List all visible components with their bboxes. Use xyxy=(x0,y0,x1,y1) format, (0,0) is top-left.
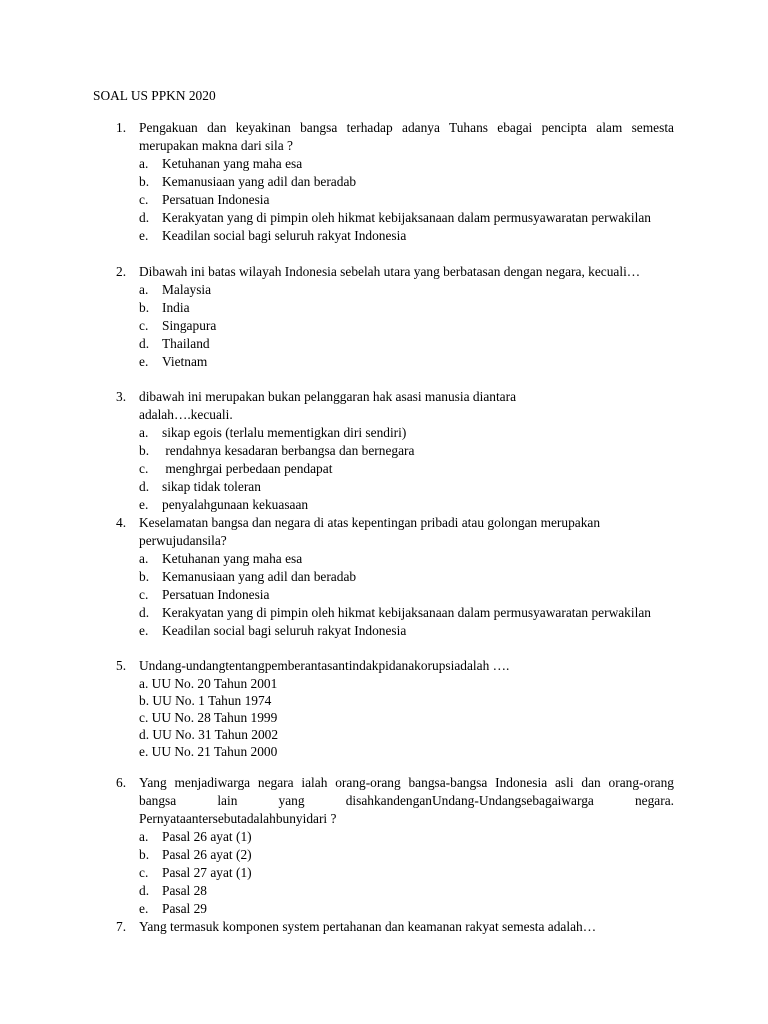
question-number: 2. xyxy=(116,264,127,279)
option-c: c. menghrgai perbedaan pendapat xyxy=(139,461,333,476)
question-number: 1. xyxy=(116,120,127,135)
option-c: c. Persatuan Indonesia xyxy=(139,192,270,207)
option-e: e. Keadilan social bagi seluruh rakyat Indonesia xyxy=(139,228,407,243)
question-text: dibawah ini merupakan bukan pelanggaran hak asasi manusia diantara adalah….kecuali. xyxy=(139,389,517,422)
option-d: d. Pasal 28 xyxy=(139,883,208,898)
question-number: 3. xyxy=(116,389,127,404)
option-b: b. India xyxy=(139,300,190,315)
option-d: d. Kerakyatan yang di pimpin oleh hikmat kebijaksanaan dalam permusyawaratan perwakilan xyxy=(139,605,651,620)
question-1 xyxy=(116,119,674,245)
question-text: Dibawah ini batas wilayah Indonesia sebelah utara yang berbatasan dengan negara, kecuali… xyxy=(139,264,641,279)
option-a: a. Ketuhanan yang maha esa xyxy=(139,156,303,171)
question-number: 5. xyxy=(116,658,127,673)
option-a: a. Pasal 26 ayat (1) xyxy=(139,829,252,844)
document-title: SOAL US PPKN 2020 xyxy=(93,88,216,103)
question-text: Pengakuan dan keyakinan bangsa terhadap adanya Tuhans ebagai pencipta alam semesta merupakan makna dari sila ? xyxy=(139,120,674,153)
question-text: Yang menjadiwarga negara ialah orang-orang bangsa-bangsa Indonesia asli dan orang-orang bangsa lain yang disahkandenganUndang-Undangsebagaiwarga negara. Pernyataantersebutadalahbunyidari ? xyxy=(139,775,674,826)
question-text: Keselamatan bangsa dan negara di atas kepentingan pribadi atau golongan merupakan perwujudansila? xyxy=(139,515,601,548)
option-b: b. Kemanusiaan yang adil dan beradab xyxy=(139,569,357,584)
option-a: a. UU No. 20 Tahun 2001 xyxy=(139,676,278,691)
option-e: e. Vietnam xyxy=(139,354,208,369)
option-e: e. UU No. 21 Tahun 2000 xyxy=(139,744,278,759)
option-a: a. Malaysia xyxy=(139,282,212,297)
option-list xyxy=(139,550,674,640)
option-e: e. Keadilan social bagi seluruh rakyat Indonesia xyxy=(139,623,407,638)
question-text: Yang termasuk komponen system pertahanan dan keamanan rakyat semesta adalah… xyxy=(139,919,597,934)
option-c: c. Singapura xyxy=(139,318,217,333)
option-e: e. penyalahgunaan kekuasaan xyxy=(139,497,309,512)
option-list xyxy=(139,281,674,371)
question-number: 6. xyxy=(116,775,127,790)
question-text: Undang-undangtentangpemberantasantindakpidanakorupsiadalah …. xyxy=(139,658,510,673)
option-b: b. rendahnya kesadaran berbangsa dan bernegara xyxy=(139,443,415,458)
option-c: c. UU No. 28 Tahun 1999 xyxy=(139,710,278,725)
question-number: 4. xyxy=(116,515,127,530)
option-list xyxy=(139,675,674,760)
option-list xyxy=(139,155,674,245)
option-a: a. Ketuhanan yang maha esa xyxy=(139,551,303,566)
question-2 xyxy=(116,263,674,371)
question-4 xyxy=(116,514,674,640)
option-c: c. Pasal 27 ayat (1) xyxy=(139,865,252,880)
option-d: d. Kerakyatan yang di pimpin oleh hikmat kebijaksanaan dalam permusyawaratan perwakilan xyxy=(139,210,651,225)
option-list xyxy=(139,828,674,918)
option-d: d. sikap tidak toleran xyxy=(139,479,261,494)
option-d: d. UU No. 31 Tahun 2002 xyxy=(139,727,279,742)
question-5 xyxy=(116,657,674,760)
option-a: a. sikap egois (terlalu mementigkan diri sendiri) xyxy=(139,425,407,440)
option-b: b. UU No. 1 Tahun 1974 xyxy=(139,693,272,708)
option-b: b. Pasal 26 ayat (2) xyxy=(139,847,252,862)
question-number: 7. xyxy=(116,919,127,934)
option-b: b. Kemanusiaan yang adil dan beradab xyxy=(139,174,357,189)
question-3 xyxy=(116,388,674,514)
option-e: e. Pasal 29 xyxy=(139,901,208,916)
question-6 xyxy=(116,774,674,918)
question-7 xyxy=(116,918,674,936)
option-list xyxy=(139,424,674,514)
option-c: c. Persatuan Indonesia xyxy=(139,587,270,602)
option-d: d. Thailand xyxy=(139,336,210,351)
